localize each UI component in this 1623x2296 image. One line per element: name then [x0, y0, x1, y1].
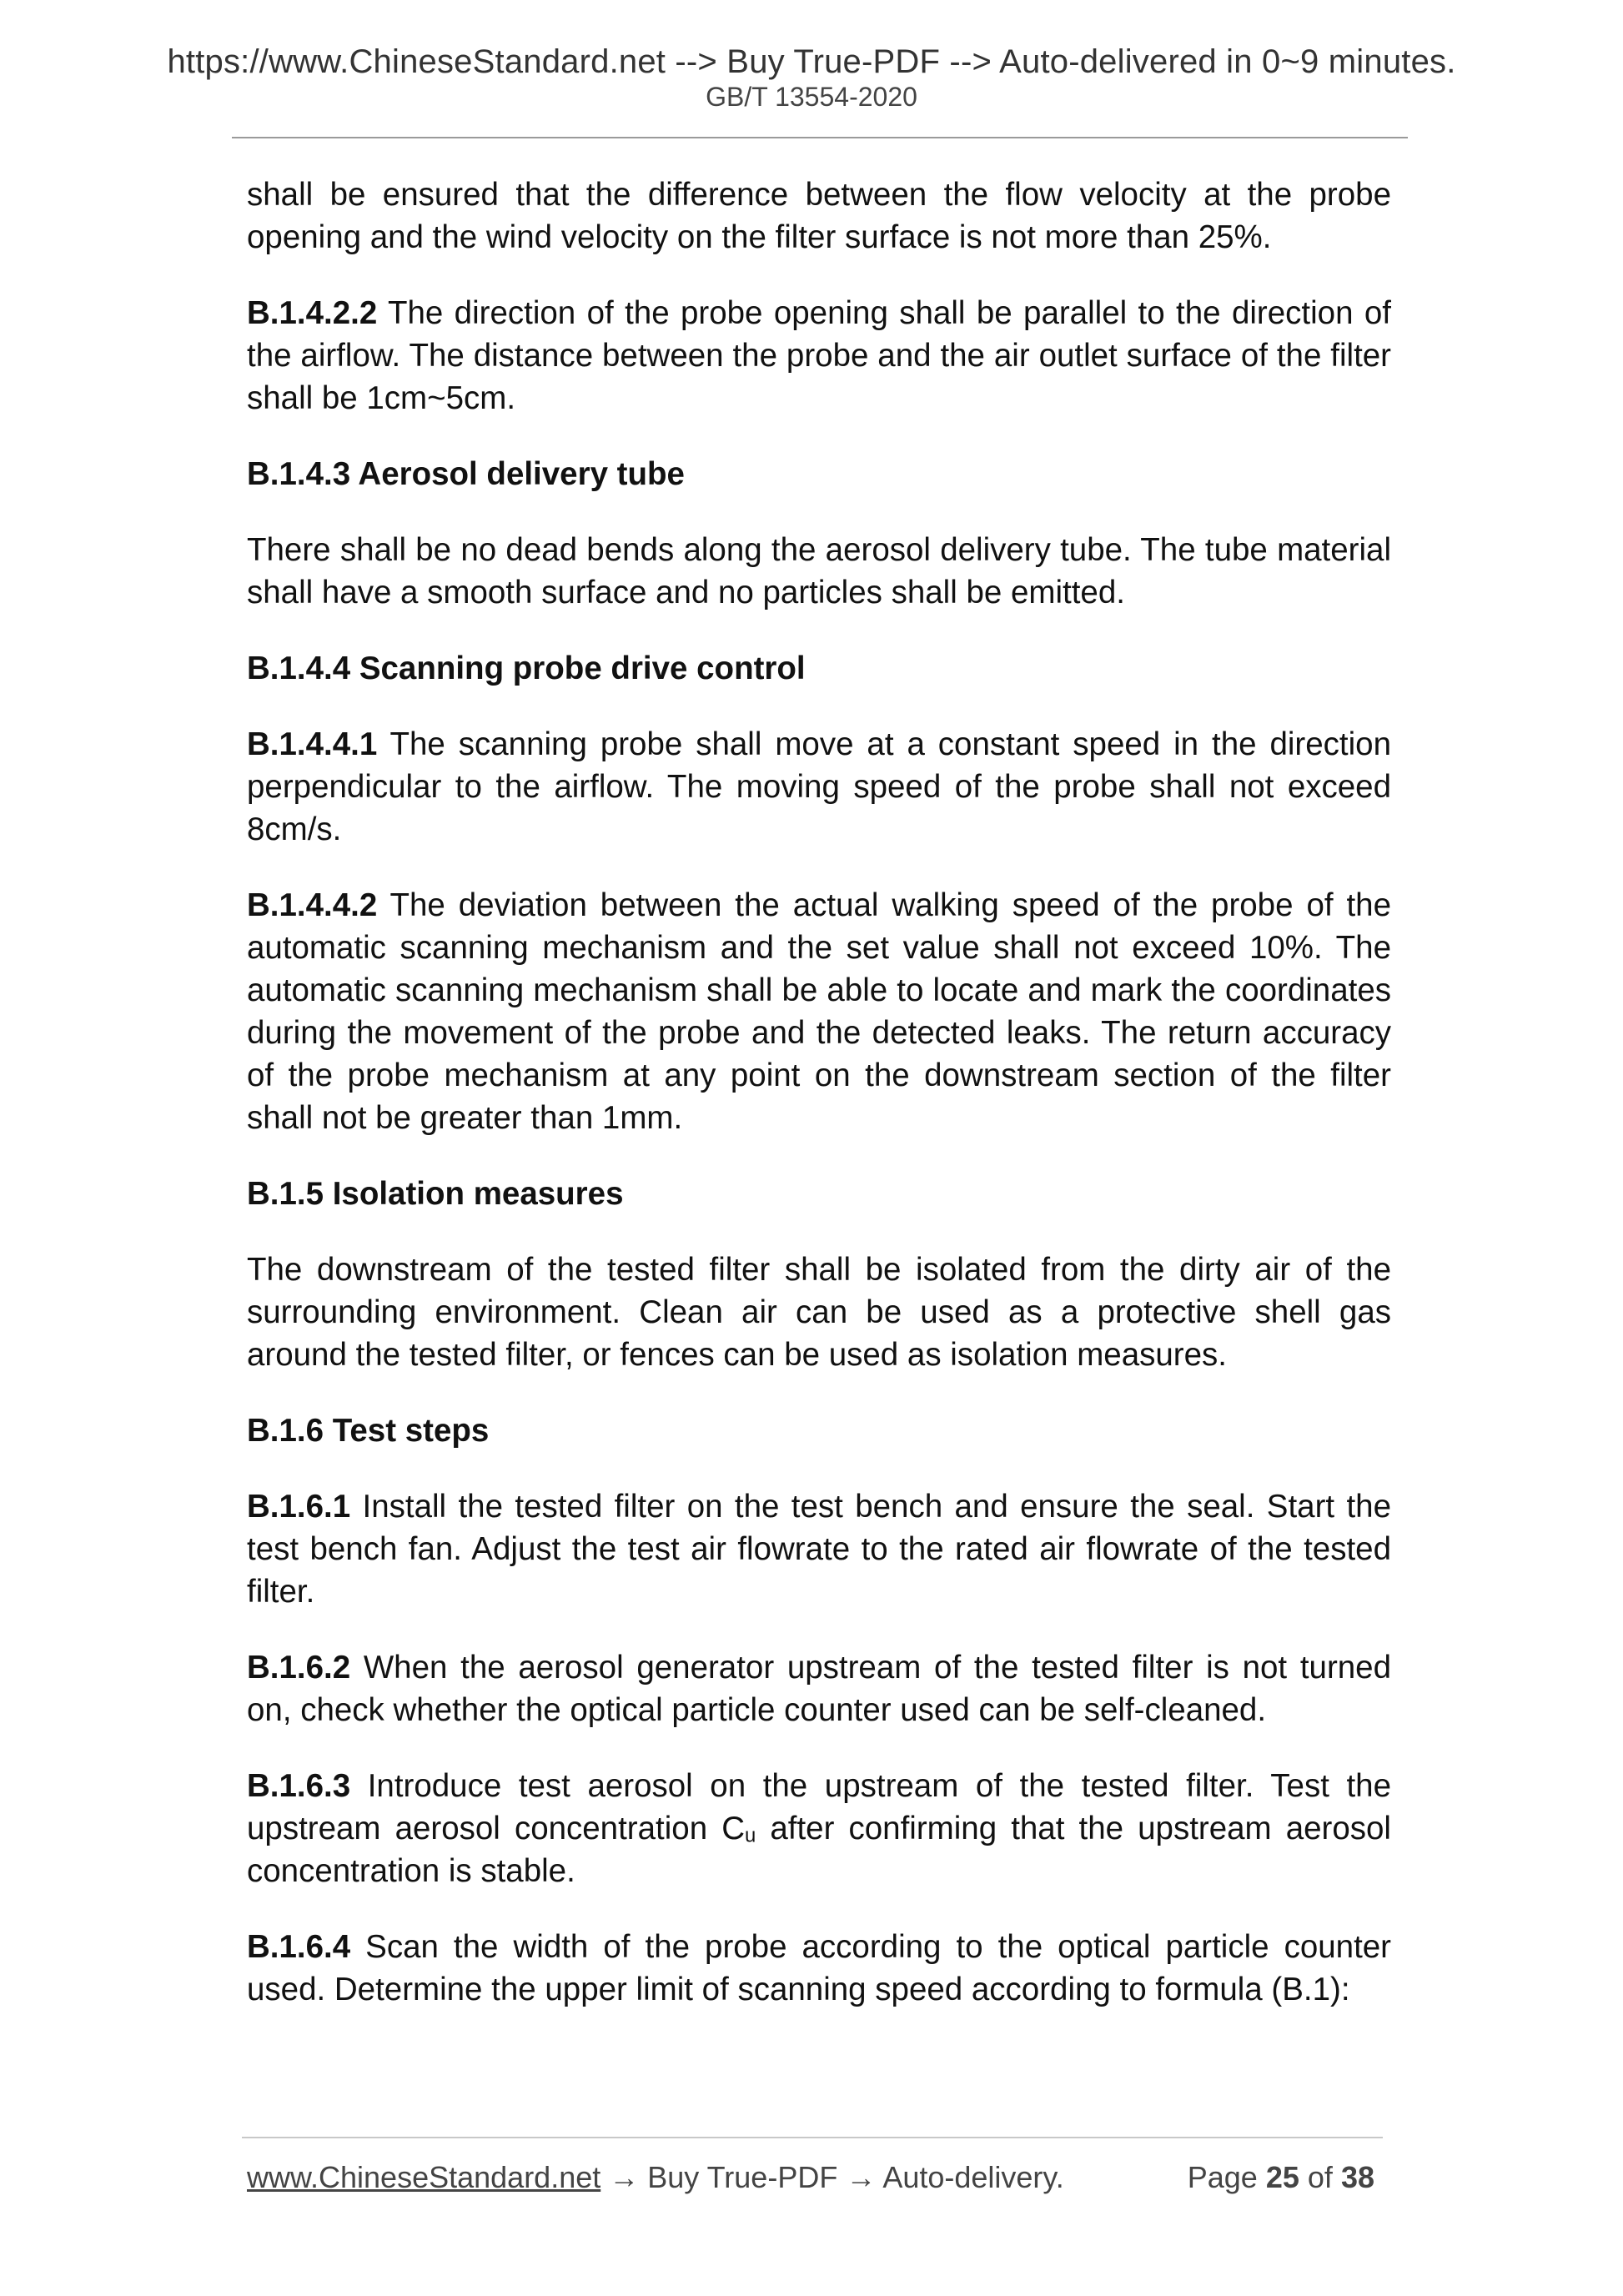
clause-b164	[247, 1926, 1391, 2011]
footer-tagline: → Buy True-PDF → Auto-delivery.	[600, 2160, 1064, 2194]
clause-text: Introduce test aerosol on the upstream of the tested filter. Test the upstream aerosol concentration C	[247, 1768, 1391, 1846]
subscript-u: u	[745, 1824, 756, 1847]
of-label: of	[1307, 2160, 1333, 2194]
clause-b1441	[247, 723, 1391, 851]
clause-text: When the aerosol generator upstream of the tested filter is not turned on, check whether the optical particle counter used can be self-cleaned.	[247, 1650, 1391, 1728]
clause-number: B.1.6.3	[247, 1768, 351, 1804]
page-label: Page	[1187, 2160, 1258, 2194]
standard-id: GB/T 13554-2020	[706, 82, 917, 112]
clause-text: The deviation between the actual walking speed of the probe of the automatic scanning mechanism and the set value shall not exceed 10%. The automatic scanning mechanism shall be able to locate and mark the coordinates during the movement of the probe and the detected leaks. The return accuracy of the probe mechanism at any point on the downstream section of the filter shall not be greater than 1mm.	[247, 887, 1391, 1136]
heading-b15: B.1.5 Isolation measures	[247, 1176, 624, 1212]
clause-text: Scan the width of the probe according to the optical particle counter used. Determine the upper limit of scanning speed according to formula (B.1):	[247, 1929, 1391, 2007]
page-indicator	[1188, 2160, 1374, 2195]
clause-number: B.1.6.1	[247, 1489, 351, 1525]
paragraph-continued: shall be ensured that the difference between the flow velocity at the probe opening and the wind velocity on the filter surface is not more than 25%.	[247, 177, 1391, 255]
clause-b162	[247, 1646, 1391, 1731]
page-content	[247, 173, 1391, 2044]
footer-divider	[242, 2137, 1383, 2138]
footer-site-link[interactable]: www.ChineseStandard.net	[247, 2160, 601, 2194]
clause-number: B.1.4.2.2	[247, 295, 378, 331]
header-divider	[232, 137, 1408, 138]
clause-number: B.1.4.4.2	[247, 887, 378, 923]
heading-b143: B.1.4.3 Aerosol delivery tube	[247, 456, 685, 492]
header-banner: https://www.ChineseStandard.net --> Buy True-PDF --> Auto-delivered in 0~9 minutes.	[167, 43, 1456, 80]
clause-text: The scanning probe shall move at a constant speed in the direction perpendicular to the airflow. The moving speed of the probe shall not exceed 8cm/s.	[247, 726, 1391, 847]
clause-b1442	[247, 884, 1391, 1139]
clause-number: B.1.4.4.1	[247, 726, 378, 762]
clause-b161	[247, 1485, 1391, 1613]
clause-number: B.1.6.4	[247, 1929, 351, 1965]
clause-text: The direction of the probe opening shall be parallel to the direction of the airflow. The distance between the probe and the air outlet surface of the filter shall be 1cm~5cm.	[247, 295, 1391, 416]
page-number: 25	[1265, 2160, 1299, 2194]
paragraph-b15: The downstream of the tested filter shall be isolated from the dirty air of the surrounding environment. Clean air can be used as a protective shell gas around the tested filter, or fences can be used as isolation measures.	[247, 1252, 1391, 1373]
heading-b144: B.1.4.4 Scanning probe drive control	[247, 651, 806, 686]
clause-b14222	[247, 292, 1391, 420]
clause-text: Install the tested filter on the test bench and ensure the seal. Start the test bench fan. Adjust the test air flowrate to the rated air flowrate of the tested filter.	[247, 1489, 1391, 1610]
clause-b163	[247, 1765, 1391, 1892]
clause-number: B.1.6.2	[247, 1650, 351, 1686]
paragraph-b143: There shall be no dead bends along the aerosol delivery tube. The tube material shall have a smooth surface and no particles shall be emitted.	[247, 532, 1391, 610]
clause-text: after confirming that the upstream aerosol concentration is stable.	[247, 1811, 1391, 1889]
total-pages: 38	[1340, 2160, 1374, 2194]
footer-left	[247, 2160, 1064, 2195]
heading-b16: B.1.6 Test steps	[247, 1413, 490, 1449]
